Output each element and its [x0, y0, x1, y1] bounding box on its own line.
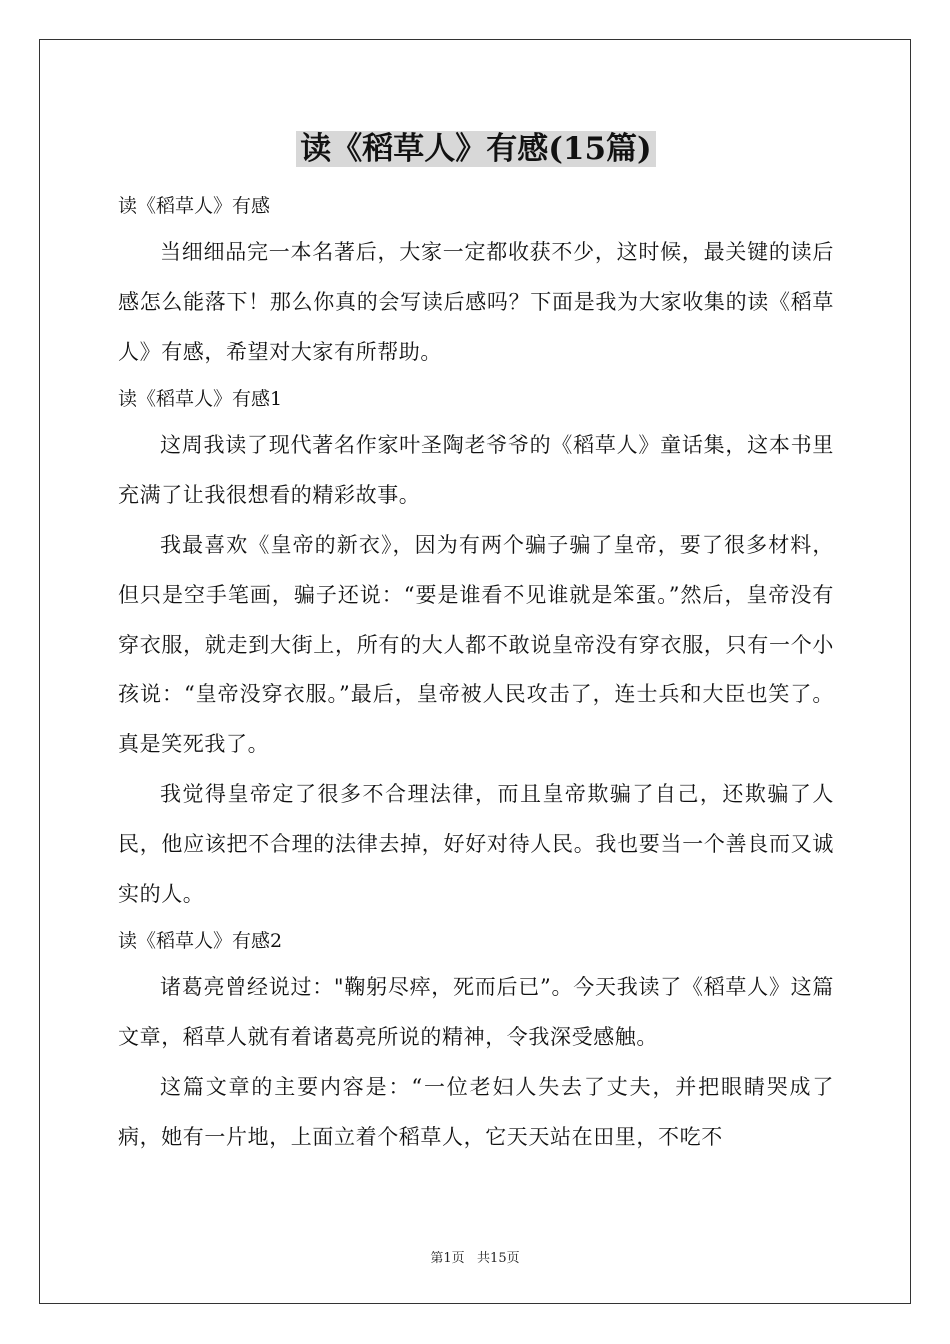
paragraph: 这周我读了现代著名作家叶圣陶老爷爷的《稻草人》童话集，这本书里充满了让我很想看的精彩故事。: [118, 433, 834, 508]
document-body: [118, 120, 834, 1163]
document-title: [118, 120, 834, 178]
paragraph: 当细细品完一本名著后，大家一定都收获不少，这时候，最关键的读后感怎么能落下！那么你真的会写读后感吗？下面是我为大家收集的读《稻草人》有感，希望对大家有所帮助。: [118, 240, 834, 364]
paragraph: 我最喜欢《皇帝的新衣》，因为有两个骗子骗了皇帝，要了很多材料，但只是空手笔画，骗子还说：“要是谁看不见谁就是笨蛋。”然后，皇帝没有穿衣服，就走到大街上，所有的大人都不敢说皇帝没有穿衣服，只有一个小孩说：“皇帝没穿衣服。”最后，皇帝被人民攻击了，连士兵和大臣也笑了。真是笑死我了。: [118, 532, 834, 757]
page-footer: [0, 1247, 950, 1266]
paragraph: 我觉得皇帝定了很多不合理法律，而且皇帝欺骗了自己，还欺骗了人民，他应该把不合理的法律去掉，好好对待人民。我也要当一个善良而又诚实的人。: [118, 781, 834, 906]
section-heading: 读《稻草人》有感: [118, 195, 271, 217]
paragraph: 这篇文章的主要内容是：“一位老妇人失去了丈夫，并把眼睛哭成了病，她有一片地，上面立着个稻草人，它天天站在田里，不吃不: [118, 1074, 834, 1149]
section-heading: 读《稻草人》有感2: [118, 930, 283, 953]
title-text: 读《稻草人》有感(15篇): [296, 131, 655, 167]
page-number: 第1页 共15页: [430, 1251, 520, 1266]
paragraph: 诸葛亮曾经说过："鞠躬尽瘁，死而后已”。今天我读了《稻草人》这篇文章，稻草人就有着诸葛亮所说的精神，令我深受感触。: [118, 975, 834, 1050]
section-heading: 读《稻草人》有感1: [118, 388, 283, 411]
